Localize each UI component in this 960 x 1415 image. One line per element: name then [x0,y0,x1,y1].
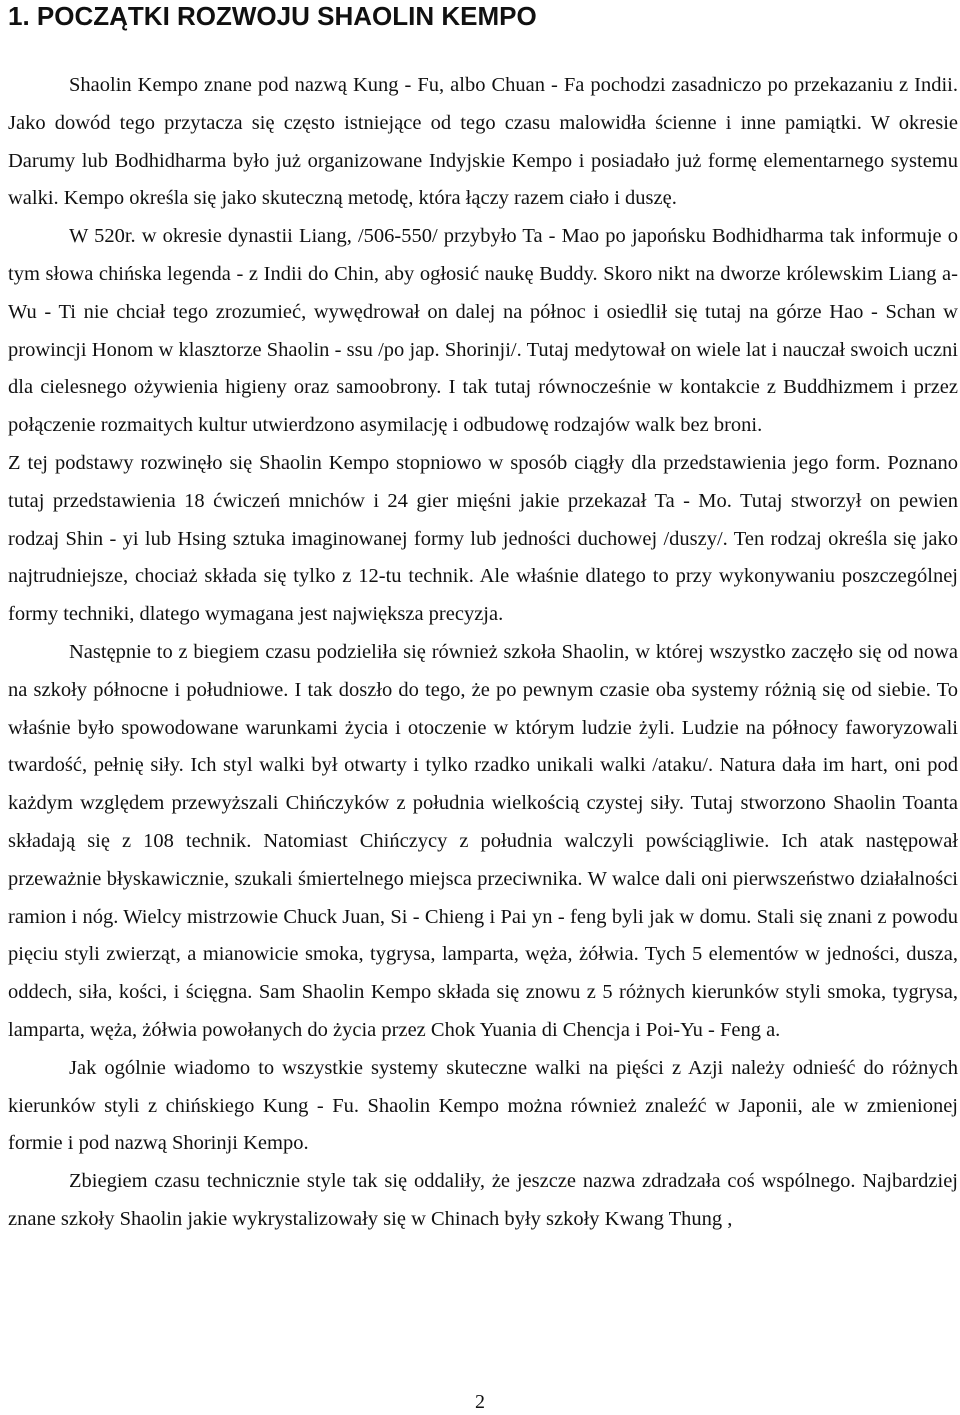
document-page [8,0,958,1239]
paragraph-4: Następnie to z biegiem czasu podzieliła się również szkoła Shaolin, w której wszystko zaczęło się od nowa na szkoły północne i południowe. I tak doszło do tego, że po pewnym czasie oba systemy różnią się od siebie. To właśnie było spowodowane warunkami życia i otoczenie w którym ludzie żyli. Ludzie na północy faworyzowali twardość, pełnię siły. Ich styl walki był otwarty i tylko rzadko unikali walki /ataku/. Natura dała im hart, oni pod każdym względem przewyższali Chińczyków z południa wielkością czystej siły. Tutaj stworzono Shaolin Toanta składają się z 108 technik. Natomiast Chińczycy z południa walczyli powściągliwie. Ich atak następował przeważnie błyskawicznie, szukali śmiertelnego miejsca przeciwnika. W walce dali oni pierwszeństwo działalności ramion i nóg. Wielcy mistrzowie Chuck Juan, Si - Chieng i Pai yn - feng byli jak w domu. Stali się znani z powodu pięciu styli zwierząt, a mianowicie smoka, tygrysa, lamparta, węża, żółwia. Tych 5 elementów w jedności, dusza, oddech, siła, kości, i ścięgna. Sam Shaolin Kempo składa się znowu z 5 różnych kierunków styli smoka, tygrysa, lamparta, węża, żółwia powołanych do życia przez Chok Yuania di Chencja i Poi-Yu - Feng a. [8,640,958,1041]
paragraph-3: Z tej podstawy rozwinęło się Shaolin Kempo stopniowo w sposób ciągły dla przedstawienia jego form. Poznano tutaj przedstawienia 18 ćwiczeń mnichów i 24 gier mięśni jakie przekazał Ta - Mo. Tutaj stworzył on pewien rodzaj Shin - yi lub Hsing sztuka imaginowanej formy lub jedności duchowej /duszy/. Ten rodzaj określa się jako najtrudniejsze, chociaż składa się tylko z 12-tu technik. Ale właśnie dlatego to przy wykonywaniu poszczególnej formy techniki, dlatego wymagana jest największa precyzja. [8,451,958,626]
paragraph-6: Zbiegiem czasu technicznie style tak się oddaliły, że jeszcze nazwa zdradzała coś wspólnego. Najbardziej znane szkoły Shaolin jakie wykrystalizowały się w Chinach były szkoły Kwang Thung , [8,1170,958,1230]
paragraph-5: Jak ogólnie wiadomo to wszystkie systemy skuteczne walki na pięści z Azji należy odnieść do różnych kierunków styli z chińskiego Kung - Fu. Shaolin Kempo można również znaleźć w Japonii, ale w zmienionej formie i pod nazwą Shorinji Kempo. [8,1056,958,1155]
paragraph-1: Shaolin Kempo znane pod nazwą Kung - Fu, albo Chuan - Fa pochodzi zasadniczo po przekazaniu z Indii. Jako dowód tego przytacza się często istniejące od tego czasu malowidła ścienne i inne pamiątki. W okresie Darumy lub Bodhidharma było już organizowane Indyjskie Kempo i posiadało już formę elementarnego systemu walki. Kempo określa się jako skuteczną metodę, która łączy razem ciało i duszę. [8,74,958,210]
chapter-heading: 1. POCZĄTKI ROZWOJU SHAOLIN KEMPO [8,1,537,31]
paragraph-2: W 520r. w okresie dynastii Liang, /506-550/ przybyło Ta - Mao po japońsku Bodhidharma tak informuje o tym słowa chińska legenda - z Indii do Chin, aby ogłosić naukę Buddy. Skoro nikt na dworze królewskim Liang a-Wu - Ti nie chciał tego zrozumieć, wywędrował on dalej na północ i osiedlił się tutaj na górze Hao - Schan w prowincji Honom w klasztorze Shaolin - ssu /po jap. Shorinji/. Tutaj medytował on wiele lat i nauczał swoich uczni dla cielesnego ożywienia higieny oraz samoobrony. I tak tutaj równocześnie w kontakcie z Buddhizmem i przez połączenie rozmaitych kultur utwierdzono asymilację i odbudowę rodzajów walk bez broni. [8,225,958,437]
page-number: 2 [475,1391,485,1413]
